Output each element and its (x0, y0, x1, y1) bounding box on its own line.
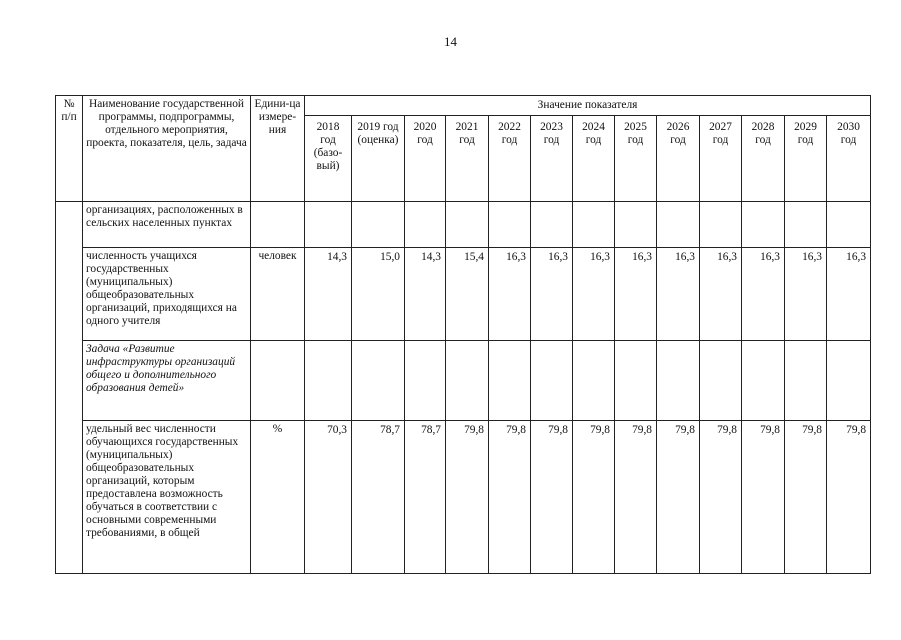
row-value: 79,8 (785, 421, 827, 574)
row-value: 15,4 (446, 248, 489, 341)
row-unit (251, 202, 305, 248)
row-value: 78,7 (352, 421, 405, 574)
row-value: 16,3 (700, 248, 742, 341)
row-value: 79,8 (615, 421, 657, 574)
row-value (615, 202, 657, 248)
row-value (352, 202, 405, 248)
row-name: численность учащихся государственных (муниципальных) общеобразовательных организаций, приходящихся на одного учителя (83, 248, 251, 341)
table-row (56, 202, 871, 248)
header-year: 2027 год (700, 116, 742, 202)
header-year: 2028 год (742, 116, 785, 202)
header-year: 2029 год (785, 116, 827, 202)
row-value: 79,8 (657, 421, 700, 574)
row-value: 78,7 (405, 421, 446, 574)
row-value: 16,3 (489, 248, 531, 341)
row-value (785, 341, 827, 421)
indicators-table (55, 95, 871, 574)
header-year: 2030 год (827, 116, 871, 202)
row-value (700, 341, 742, 421)
header-year: 2023 год (531, 116, 573, 202)
row-value: 14,3 (305, 248, 352, 341)
table-row (56, 248, 871, 341)
row-value: 16,3 (827, 248, 871, 341)
page-number: 14 (444, 34, 457, 49)
row-value: 14,3 (405, 248, 446, 341)
header-name: Наименование государственной программы, подпрограммы, отдельного мероприятия, проекта, показателя, цель, задача (83, 96, 251, 202)
header-year: 2026 год (657, 116, 700, 202)
row-value (573, 202, 615, 248)
row-value (489, 341, 531, 421)
table-row (56, 421, 871, 574)
row-value: 79,8 (742, 421, 785, 574)
header-unit: Едини-ца измере-ния (251, 96, 305, 202)
row-value (446, 202, 489, 248)
row-unit: человек (251, 248, 305, 341)
task-heading: Задача «Развитие инфраструктуры организаций общего и дополнительного образования детей» (83, 341, 251, 421)
row-value: 15,0 (352, 248, 405, 341)
row-value: 16,3 (785, 248, 827, 341)
row-value: 79,8 (489, 421, 531, 574)
row-value (531, 202, 573, 248)
header-year: 2021 год (446, 116, 489, 202)
row-value (305, 202, 352, 248)
row-value (405, 341, 446, 421)
row-value: 79,8 (446, 421, 489, 574)
row-value (827, 202, 871, 248)
row-value (531, 341, 573, 421)
header-year: 2025 год (615, 116, 657, 202)
header-year: 2020 год (405, 116, 446, 202)
row-value: 79,8 (700, 421, 742, 574)
row-value (827, 341, 871, 421)
row-num-cell (56, 202, 83, 574)
header-year: 2019 год (оценка) (352, 116, 405, 202)
row-value (657, 202, 700, 248)
row-value (405, 202, 446, 248)
row-value (305, 341, 352, 421)
row-value (700, 202, 742, 248)
row-name: удельный вес численности обучающихся государственных (муниципальных) общеобразовательных организаций, которым предоставлена возможность обучаться в соответствии с основными современными требованиями, в общей (83, 421, 251, 574)
row-value: 70,3 (305, 421, 352, 574)
row-value (742, 341, 785, 421)
row-value: 79,8 (531, 421, 573, 574)
row-value (446, 341, 489, 421)
row-value (657, 341, 700, 421)
row-value (742, 202, 785, 248)
header-year: 2024 год (573, 116, 615, 202)
row-value: 16,3 (742, 248, 785, 341)
row-unit: % (251, 421, 305, 574)
header-values-group: Значение показателя (305, 96, 871, 116)
row-value: 16,3 (531, 248, 573, 341)
header-year: 2022 год (489, 116, 531, 202)
header-year: 2018 год (базо-вый) (305, 116, 352, 202)
row-value (573, 341, 615, 421)
row-value (615, 341, 657, 421)
header-num: № п/п (56, 96, 83, 202)
row-value: 79,8 (573, 421, 615, 574)
row-value (785, 202, 827, 248)
row-value: 16,3 (657, 248, 700, 341)
row-value (352, 341, 405, 421)
row-value: 16,3 (573, 248, 615, 341)
row-name: организациях, расположенных в сельских населенных пунктах (83, 202, 251, 248)
row-value: 16,3 (615, 248, 657, 341)
row-value (489, 202, 531, 248)
row-unit (251, 341, 305, 421)
row-value: 79,8 (827, 421, 871, 574)
table-row (56, 341, 871, 421)
